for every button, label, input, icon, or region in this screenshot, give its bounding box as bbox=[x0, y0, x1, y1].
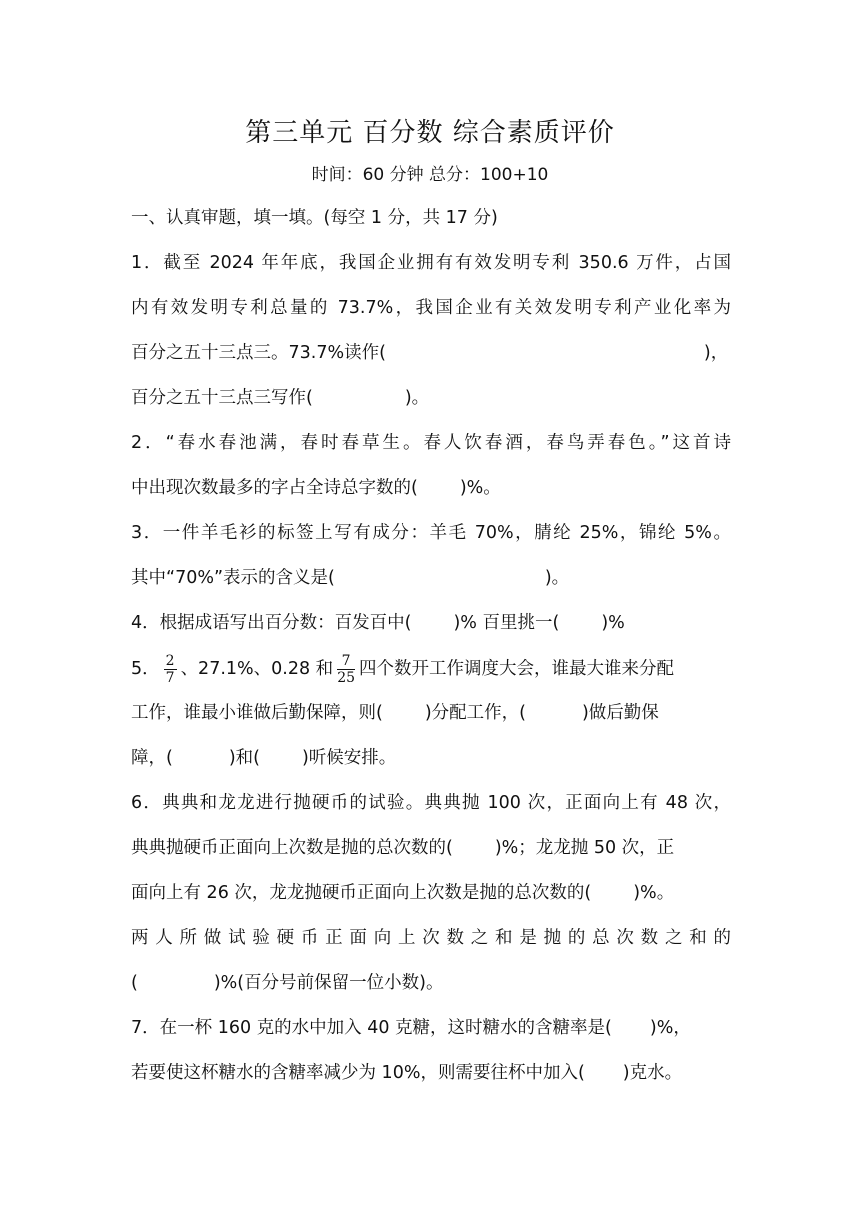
q1-line4 bbox=[131, 386, 731, 410]
fraction-denominator: 25 bbox=[337, 669, 356, 686]
q6-text: )%；龙龙抛 50 次，正 bbox=[494, 838, 675, 858]
q1-text: 百分之五十三点三。73.7%读作( bbox=[131, 343, 386, 363]
q5-text-rest: 四个数开工作调度大会，谁最大谁来分配 bbox=[359, 659, 675, 679]
q4-line bbox=[131, 611, 731, 635]
q6-line2 bbox=[131, 836, 731, 860]
q6-line1: 6．典典和龙龙进行抛硬币的试验。典典抛 100 次，正面向上有 48 次， bbox=[131, 793, 731, 813]
q1-text-end: )。 bbox=[404, 388, 430, 408]
fraction-numerator: 7 bbox=[337, 653, 355, 670]
q7-line1 bbox=[131, 1016, 731, 1040]
q7-text: )%， bbox=[649, 1018, 691, 1038]
fraction-numerator: 2 bbox=[165, 652, 175, 669]
q2-line1: 2．“春水春池满，春时春草生。春人饮春酒，春鸟弄春色。”这首诗 bbox=[131, 433, 731, 453]
q5-line1 bbox=[131, 648, 731, 690]
q5-text: 、27.1%、0.28 和 bbox=[180, 659, 334, 679]
fraction-2-7 bbox=[164, 653, 177, 686]
q4-text2: )% 百里挑一( bbox=[453, 613, 560, 633]
q4-text3: )% bbox=[601, 613, 625, 633]
q3-line1: 3．一件羊毛衫的标签上写有成分：羊毛 70%，腈纶 25%，锦纶 5%。 bbox=[131, 523, 731, 543]
q6-text: )%。 bbox=[633, 883, 675, 903]
q5-text: )分配工作，( bbox=[424, 703, 526, 723]
q1-text-end: )， bbox=[703, 343, 729, 363]
q5-text: )和( bbox=[228, 748, 260, 768]
q6-line5 bbox=[131, 971, 731, 995]
q6-line3 bbox=[131, 881, 731, 905]
q7-line2 bbox=[131, 1061, 731, 1085]
q6-text: 典典抛硬币正面向上次数是抛的总次数的( bbox=[131, 838, 453, 858]
q1-text: 百分之五十三点三写作( bbox=[131, 388, 313, 408]
q6-text: ( bbox=[131, 973, 138, 993]
exam-info: 时间：60 分钟 总分：100+10 bbox=[311, 165, 549, 185]
q5-text: )做后勤保 bbox=[581, 703, 659, 723]
q5-line2 bbox=[131, 701, 731, 725]
q7-text: )克水。 bbox=[622, 1063, 683, 1083]
q7-text: 7．在一杯 160 克的水中加入 40 克糖，这时糖水的含糖率是( bbox=[131, 1018, 612, 1038]
section-heading: 一、认真审题，填一填。(每空 1 分，共 17 分) bbox=[131, 208, 498, 228]
q3-text: 其中“70%”表示的含义是( bbox=[131, 568, 335, 588]
q5-text: )听候安排。 bbox=[301, 748, 397, 768]
q2-text: 中出现次数最多的字占全诗总字数的( bbox=[131, 478, 418, 498]
q5-line3 bbox=[131, 746, 731, 770]
q3-line2 bbox=[131, 566, 731, 590]
q5-text: 障，( bbox=[131, 748, 173, 768]
q6-text: 面向上有 26 次，龙龙抛硬币正面向上次数是抛的总次数的( bbox=[131, 883, 592, 903]
q4-text: 4．根据成语写出百分数：百发百中( bbox=[131, 613, 412, 633]
q5-text: 工作，谁最小谁做后勤保障，则( bbox=[131, 703, 383, 723]
q5-number: 5． bbox=[131, 659, 160, 679]
q2-line2 bbox=[131, 476, 731, 500]
fraction-denominator: 7 bbox=[165, 669, 175, 686]
q6-text: )%(百分号前保留一位小数)。 bbox=[213, 973, 444, 993]
q7-text: 若要使这杯糖水的含糖率减少为 10%，则需要往杯中加入( bbox=[131, 1063, 585, 1083]
q1-line1: 1．截至 2024 年年底，我国企业拥有有效发明专利 350.6 万件，占国 bbox=[131, 253, 731, 273]
q2-text-end: )%。 bbox=[459, 478, 501, 498]
q6-line4: 两人所做试验硬币正面向上次数之和是抛的总次数之和的 bbox=[131, 928, 731, 948]
fraction-7-25 bbox=[337, 653, 355, 686]
page-title: 第三单元 百分数 综合素质评价 bbox=[245, 118, 615, 148]
q3-text-end: )。 bbox=[544, 568, 570, 588]
q1-line2: 内有效发明专利总量的 73.7%，我国企业有关效发明专利产业化率为 bbox=[131, 298, 731, 318]
q1-line3 bbox=[131, 341, 731, 365]
